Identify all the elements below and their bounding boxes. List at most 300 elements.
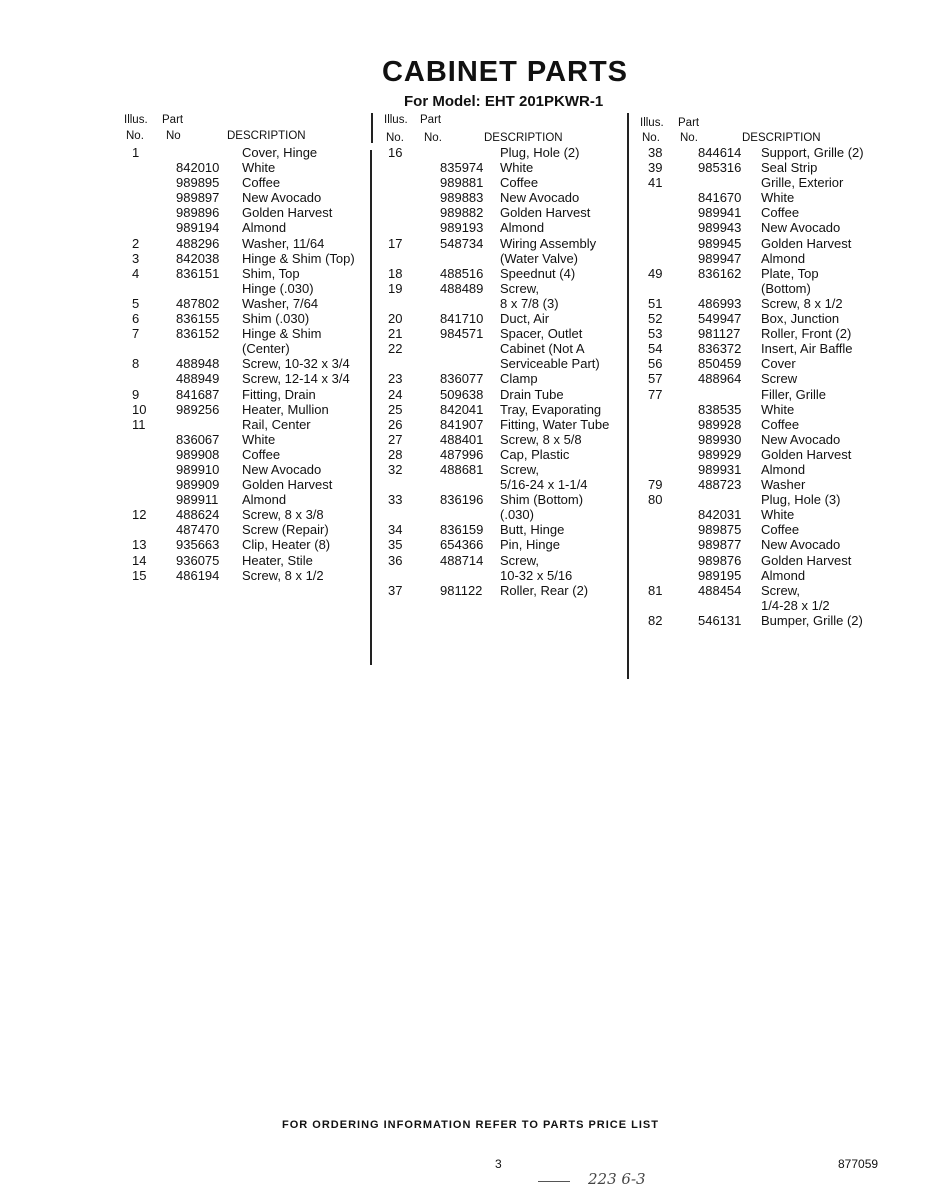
part-description: Roller, Rear (2): [500, 582, 589, 598]
ordering-note: FOR ORDERING INFORMATION REFER TO PARTS PRICE LIST: [282, 1119, 659, 1131]
part-description: Bumper, Grille (2): [761, 612, 863, 628]
part-number: 509638: [440, 386, 484, 402]
part-number: 487470: [176, 522, 220, 538]
part-description: Golden Harvest: [242, 205, 333, 221]
parts-list: [384, 145, 634, 598]
part-number: 836196: [440, 492, 484, 508]
header-description: DESCRIPTION: [742, 132, 821, 144]
part-description: Insert, Air Baffle: [761, 341, 853, 357]
table-row: [124, 281, 369, 296]
table-row: [640, 311, 885, 326]
part-description: Pin, Hinge: [500, 537, 560, 553]
part-number: 836077: [440, 371, 484, 387]
part-description: Plug, Hole (3): [761, 492, 841, 508]
illus-number: 2: [132, 235, 140, 251]
table-row: [124, 356, 369, 371]
table-row: [124, 311, 369, 326]
handwritten-note: 223 6-3: [588, 1170, 646, 1188]
model-subtitle: For Model: EHT 201PKWR-1: [404, 93, 604, 110]
table-row: [384, 447, 634, 462]
illus-number: 37: [388, 582, 403, 598]
table-row: [384, 402, 634, 417]
illus-number: 1: [132, 145, 140, 160]
part-description: Plug, Hole (2): [500, 145, 580, 160]
part-description: White: [242, 160, 276, 176]
table-row: [640, 522, 885, 537]
illus-number: 49: [648, 265, 663, 281]
table-row: [640, 205, 885, 220]
illus-number: 82: [648, 612, 663, 628]
illus-number: 4: [132, 265, 140, 281]
table-row: [384, 507, 634, 522]
part-description: Cabinet (Not A: [500, 341, 585, 357]
illus-number: 28: [388, 446, 403, 462]
part-description: Coffee: [242, 446, 281, 462]
table-row: [640, 371, 885, 386]
table-row: [124, 568, 369, 583]
part-description: (Bottom): [761, 280, 811, 296]
part-description: Golden Harvest: [761, 235, 852, 251]
illus-number: 19: [388, 280, 403, 296]
table-row: [384, 568, 634, 583]
part-description: Screw, 8 x 1/2: [761, 295, 843, 311]
part-description: Screw, 10-32 x 3/4: [242, 356, 350, 372]
illus-number: 80: [648, 492, 663, 508]
part-number: 842031: [698, 507, 742, 523]
part-number: 989896: [176, 205, 220, 221]
table-row: [384, 477, 634, 492]
illus-number: 9: [132, 386, 140, 402]
table-row: [640, 553, 885, 568]
table-row: [384, 281, 634, 296]
part-number: 989883: [440, 190, 484, 206]
part-description: Screw, 8 x 1/2: [242, 567, 324, 583]
table-row: [124, 371, 369, 386]
part-description: Almond: [500, 220, 545, 236]
part-description: Wiring Assembly: [500, 235, 597, 251]
part-number: 989931: [698, 461, 742, 477]
table-row: [384, 522, 634, 537]
table-row: [640, 432, 885, 447]
part-number: 488714: [440, 552, 484, 568]
part-description: Coffee: [761, 522, 800, 538]
part-number: 488296: [176, 235, 220, 251]
part-description: Spacer, Outlet: [500, 326, 583, 342]
table-row: [384, 296, 634, 311]
part-description: New Avocado: [761, 431, 841, 447]
part-description: (.030): [500, 507, 534, 523]
table-row: [640, 326, 885, 341]
part-description: Washer, 11/64: [242, 235, 325, 251]
part-description: Screw, 8 x 3/8: [242, 507, 324, 523]
table-row: [124, 341, 369, 356]
part-description: Shim (.030): [242, 311, 310, 327]
part-description: Screw,: [500, 552, 540, 568]
table-row: [640, 507, 885, 522]
table-row: [124, 145, 369, 160]
page-number: 3: [495, 1157, 502, 1171]
handwritten-dash: [538, 1181, 570, 1182]
column-header: [124, 114, 369, 145]
illus-number: 54: [648, 341, 663, 357]
table-row: [640, 537, 885, 552]
table-row: [124, 462, 369, 477]
part-description: Cap, Plastic: [500, 446, 570, 462]
part-description: Box, Junction: [761, 311, 840, 327]
part-description: Almond: [761, 567, 806, 583]
table-row: [640, 266, 885, 281]
header-illus-no: No.: [642, 132, 660, 144]
column-header: [384, 114, 634, 145]
part-description: Washer: [761, 477, 806, 493]
illus-number: 10: [132, 401, 147, 417]
part-number: 989256: [176, 401, 220, 417]
parts-list: [640, 145, 885, 628]
part-description: Butt, Hinge: [500, 522, 565, 538]
illus-number: 23: [388, 371, 403, 387]
part-description: Heater, Mullion: [242, 401, 329, 417]
part-description: Clip, Heater (8): [242, 537, 331, 553]
header-part-no: No.: [424, 132, 442, 144]
table-row: [124, 251, 369, 266]
part-description: Coffee: [242, 175, 281, 191]
illus-number: 7: [132, 326, 140, 342]
part-description: (Center): [242, 341, 290, 357]
part-number: 836067: [176, 431, 220, 447]
table-row: [640, 236, 885, 251]
part-description: Heater, Stile: [242, 552, 313, 568]
table-row: [640, 175, 885, 190]
header-illus: Illus.: [384, 114, 408, 126]
part-description: Hinge (.030): [242, 280, 314, 296]
table-row: [124, 205, 369, 220]
part-description: Screw, 8 x 5/8: [500, 431, 582, 447]
part-description: Hinge & Shim (Top): [242, 250, 355, 266]
table-row: [124, 387, 369, 402]
column-divider: [627, 113, 629, 679]
part-number: 984571: [440, 326, 484, 342]
part-description: Screw, 12-14 x 3/4: [242, 371, 350, 387]
part-description: New Avocado: [242, 190, 322, 206]
part-description: Golden Harvest: [242, 477, 333, 493]
part-number: 549947: [698, 311, 742, 327]
table-row: [384, 553, 634, 568]
illus-number: 5: [132, 295, 140, 311]
part-description: Shim (Bottom): [500, 492, 584, 508]
illus-number: 21: [388, 326, 403, 342]
part-number: 548734: [440, 235, 484, 251]
part-description: Screw,: [500, 461, 540, 477]
illus-number: 12: [132, 507, 147, 523]
header-part-no: No.: [680, 132, 698, 144]
part-number: 989947: [698, 250, 742, 266]
illus-number: 34: [388, 522, 403, 538]
illus-number: 32: [388, 461, 403, 477]
part-description: Clamp: [500, 371, 538, 387]
part-number: 850459: [698, 356, 742, 372]
part-number: 488948: [176, 356, 220, 372]
table-row: [640, 387, 885, 402]
table-row: [384, 175, 634, 190]
table-row: [124, 432, 369, 447]
table-row: [384, 583, 634, 598]
part-description: White: [761, 507, 795, 523]
part-number: 844614: [698, 145, 742, 160]
part-description: White: [242, 431, 276, 447]
header-description: DESCRIPTION: [227, 130, 306, 142]
part-number: 486993: [698, 295, 742, 311]
illus-number: 56: [648, 356, 663, 372]
part-number: 841710: [440, 311, 484, 327]
table-row: [124, 477, 369, 492]
part-number: 981122: [440, 582, 483, 598]
illus-number: 8: [132, 356, 140, 372]
part-number: 989930: [698, 431, 742, 447]
part-number: 836152: [176, 326, 220, 342]
part-description: Cover, Hinge: [242, 145, 318, 160]
part-number: 488489: [440, 280, 484, 296]
illus-number: 22: [388, 341, 403, 357]
part-number: 935663: [176, 537, 220, 553]
part-description: Drain Tube: [500, 386, 564, 402]
part-number: 989910: [176, 461, 220, 477]
table-row: [124, 220, 369, 235]
illus-number: 77: [648, 386, 663, 402]
part-description: Golden Harvest: [761, 446, 852, 462]
part-number: 841687: [176, 386, 220, 402]
header-part: Part: [678, 117, 700, 129]
table-row: [124, 175, 369, 190]
part-description: White: [761, 190, 795, 206]
illus-number: 24: [388, 386, 403, 402]
part-number: 488681: [440, 461, 484, 477]
header-illus: Illus.: [124, 114, 148, 126]
table-row: [384, 387, 634, 402]
part-number: 836155: [176, 311, 220, 327]
part-number: 989941: [698, 205, 742, 221]
part-description: Almond: [242, 220, 287, 236]
document-code: 877059: [838, 1157, 879, 1171]
part-description: Screw (Repair): [242, 522, 329, 538]
part-description: Screw: [761, 371, 798, 387]
part-number: 989881: [440, 175, 484, 191]
table-row: [640, 583, 885, 598]
header-illus-no: No.: [126, 130, 144, 142]
part-number: 989943: [698, 220, 742, 236]
part-description: White: [500, 160, 534, 176]
table-row: [640, 251, 885, 266]
table-row: [124, 190, 369, 205]
part-number: 488624: [176, 507, 220, 523]
part-number: 836162: [698, 265, 742, 281]
illus-number: 13: [132, 537, 147, 553]
table-row: [384, 266, 634, 281]
part-number: 989194: [176, 220, 220, 236]
part-description: Seal Strip: [761, 160, 818, 176]
table-row: [384, 311, 634, 326]
part-description: Almond: [761, 461, 806, 477]
part-number: 488516: [440, 265, 484, 281]
part-description: Hinge & Shim: [242, 326, 322, 342]
part-number: 989195: [698, 567, 742, 583]
part-description: Support, Grille (2): [761, 145, 864, 160]
table-row: [384, 160, 634, 175]
part-description: Golden Harvest: [500, 205, 591, 221]
part-number: 989895: [176, 175, 220, 191]
part-number: 488949: [176, 371, 220, 387]
part-description: Golden Harvest: [761, 552, 852, 568]
header-divider: [371, 113, 373, 143]
part-description: Almond: [242, 492, 287, 508]
part-number: 989877: [698, 537, 742, 553]
part-description: Speednut (4): [500, 265, 576, 281]
table-row: [640, 417, 885, 432]
part-description: Coffee: [500, 175, 539, 191]
part-description: Rail, Center: [242, 416, 311, 432]
part-number: 488723: [698, 477, 742, 493]
part-description: Coffee: [761, 205, 800, 221]
part-number: 981127: [698, 326, 741, 342]
part-description: Serviceable Part): [500, 356, 600, 372]
part-description: Coffee: [761, 416, 800, 432]
column-header: [640, 114, 885, 145]
table-row: [124, 507, 369, 522]
illus-number: 18: [388, 265, 403, 281]
table-row: [384, 432, 634, 447]
table-row: [124, 492, 369, 507]
table-row: [640, 402, 885, 417]
header-part: Part: [420, 114, 442, 126]
illus-number: 52: [648, 311, 663, 327]
part-description: Roller, Front (2): [761, 326, 852, 342]
header-description: DESCRIPTION: [484, 132, 563, 144]
part-number: 486194: [176, 567, 220, 583]
illus-number: 57: [648, 371, 663, 387]
part-number: 989929: [698, 446, 742, 462]
illus-number: 26: [388, 416, 403, 432]
part-number: 836372: [698, 341, 742, 357]
table-row: [124, 326, 369, 341]
table-row: [640, 190, 885, 205]
part-description: Fitting, Water Tube: [500, 416, 610, 432]
part-number: 989193: [440, 220, 484, 236]
table-row: [640, 220, 885, 235]
part-description: 5/16-24 x 1-1/4: [500, 477, 588, 493]
part-number: 838535: [698, 401, 742, 417]
part-number: 989876: [698, 552, 742, 568]
table-row: [124, 417, 369, 432]
illus-number: 36: [388, 552, 403, 568]
header-part: Part: [162, 114, 184, 126]
table-row: [640, 160, 885, 175]
part-number: 835974: [440, 160, 484, 176]
part-number: 488401: [440, 431, 484, 447]
part-description: Almond: [761, 250, 806, 266]
part-number: 989875: [698, 522, 742, 538]
part-description: (Water Valve): [500, 250, 579, 266]
part-description: Screw,: [500, 280, 540, 296]
part-number: 487996: [440, 446, 484, 462]
table-row: [384, 251, 634, 266]
illus-number: 6: [132, 311, 140, 327]
part-description: Cover: [761, 356, 796, 372]
illus-number: 27: [388, 431, 403, 447]
table-row: [384, 341, 634, 356]
part-number: 989909: [176, 477, 220, 493]
part-number: 989882: [440, 205, 484, 221]
parts-column-2: [384, 114, 634, 598]
illus-number: 20: [388, 311, 403, 327]
illus-number: 53: [648, 326, 663, 342]
table-row: [640, 462, 885, 477]
part-number: 985316: [698, 160, 742, 176]
parts-list: [124, 145, 369, 583]
part-number: 989911: [176, 492, 219, 508]
table-row: [124, 160, 369, 175]
part-description: Tray, Evaporating: [500, 401, 602, 417]
header-illus-no: No.: [386, 132, 404, 144]
table-row: [124, 537, 369, 552]
table-row: [384, 356, 634, 371]
table-row: [640, 145, 885, 160]
table-row: [640, 492, 885, 507]
part-number: 841670: [698, 190, 742, 206]
table-row: [640, 568, 885, 583]
part-description: Washer, 7/64: [242, 295, 319, 311]
part-number: 546131: [698, 612, 742, 628]
table-row: [640, 613, 885, 628]
illus-number: 51: [648, 295, 663, 311]
table-row: [384, 462, 634, 477]
part-number: 936075: [176, 552, 220, 568]
table-row: [640, 296, 885, 311]
parts-column-3: [640, 114, 885, 628]
part-description: New Avocado: [500, 190, 580, 206]
table-row: [640, 341, 885, 356]
table-row: [640, 281, 885, 296]
part-number: 842010: [176, 160, 220, 176]
table-row: [384, 220, 634, 235]
illus-number: 41: [648, 175, 663, 191]
part-number: 487802: [176, 295, 220, 311]
header-part-no: No: [166, 130, 181, 142]
part-description: Duct, Air: [500, 311, 550, 327]
part-number: 989897: [176, 190, 220, 206]
part-description: White: [761, 401, 795, 417]
illus-number: 39: [648, 160, 663, 176]
table-row: [640, 356, 885, 371]
illus-number: 14: [132, 552, 147, 568]
part-number: 842038: [176, 250, 220, 266]
part-number: 654366: [440, 537, 484, 553]
table-row: [124, 553, 369, 568]
table-row: [640, 447, 885, 462]
table-row: [124, 447, 369, 462]
table-row: [124, 522, 369, 537]
part-description: Plate, Top: [761, 265, 819, 281]
part-description: New Avocado: [242, 461, 322, 477]
table-row: [384, 326, 634, 341]
table-row: [124, 296, 369, 311]
part-number: 836159: [440, 522, 484, 538]
table-row: [384, 537, 634, 552]
part-description: Filler, Grille: [761, 386, 827, 402]
illus-number: 16: [388, 145, 403, 160]
table-row: [384, 492, 634, 507]
part-description: Fitting, Drain: [242, 386, 316, 402]
part-description: Grille, Exterior: [761, 175, 844, 191]
illus-number: 79: [648, 477, 663, 493]
